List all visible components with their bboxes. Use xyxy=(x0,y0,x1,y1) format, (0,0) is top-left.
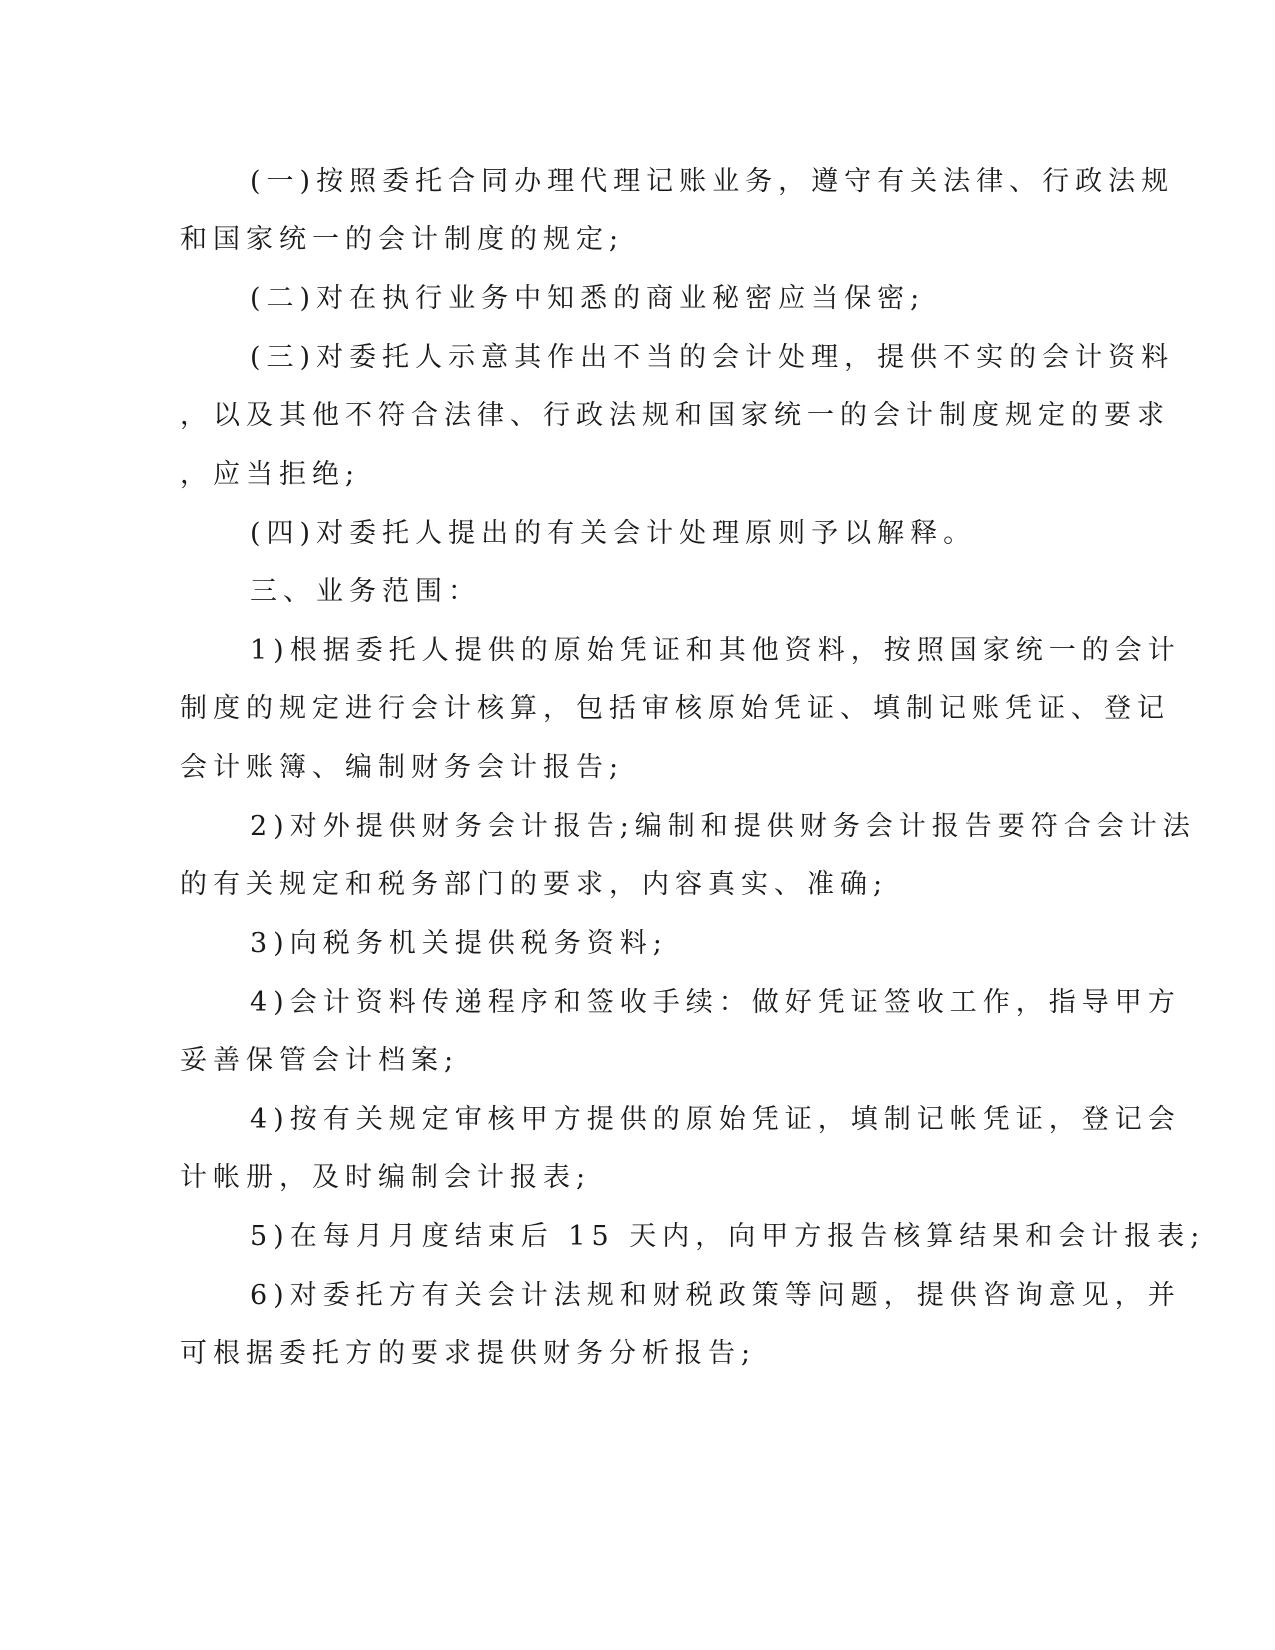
text-line: (二)对在执行业务中知悉的商业秘密应当保密; xyxy=(250,283,926,314)
text-line: 2)对外提供财务会计报告;编制和提供财务会计报告要符合会计法 xyxy=(250,811,1196,842)
text-line: 5)在每月月度结束后 15 天内，向甲方报告核算结果和会计报表; xyxy=(250,1221,1206,1252)
text-line: ，以及其他不符合法律、行政法规和国家统一的会计制度规定的要求 xyxy=(180,400,1170,431)
text-line: 和国家统一的会计制度的规定; xyxy=(180,224,625,255)
text-line: ，应当拒绝; xyxy=(180,459,361,490)
text-line: 4)会计资料传递程序和签收手续：做好凭证签收工作，指导甲方 xyxy=(250,987,1181,1018)
text-line: 会计账簿、编制财务会计报告; xyxy=(180,752,625,783)
text-line: (四)对委托人提出的有关会计处理原则予以解释。 xyxy=(250,518,977,549)
text-line: 1)根据委托人提供的原始凭证和其他资料，按照国家统一的会计 xyxy=(250,635,1181,666)
text-line: 妥善保管会计档案; xyxy=(180,1045,460,1076)
text-line: (三)对委托人示意其作出不当的会计处理，提供不实的会计资料 xyxy=(250,342,1175,373)
text-line: (一)按照委托合同办理代理记账业务，遵守有关法律、行政法规 xyxy=(250,166,1175,197)
text-line: 3)向税务机关提供税务资料; xyxy=(250,928,668,959)
text-line: 制度的规定进行会计核算，包括审核原始凭证、填制记账凭证、登记 xyxy=(180,693,1170,724)
text-line: 6)对委托方有关会计法规和财税政策等问题，提供咨询意见，并 xyxy=(250,1280,1181,1311)
text-line: 可根据委托方的要求提供财务分析报告; xyxy=(180,1338,757,1369)
text-line: 的有关规定和税务部门的要求，内容真实、准确; xyxy=(180,869,889,900)
text-line: 计帐册，及时编制会计报表; xyxy=(180,1162,592,1193)
section-heading: 三、业务范围： xyxy=(250,576,481,607)
text-line: 4)按有关规定审核甲方提供的原始凭证，填制记帐凭证，登记会 xyxy=(250,1104,1181,1135)
